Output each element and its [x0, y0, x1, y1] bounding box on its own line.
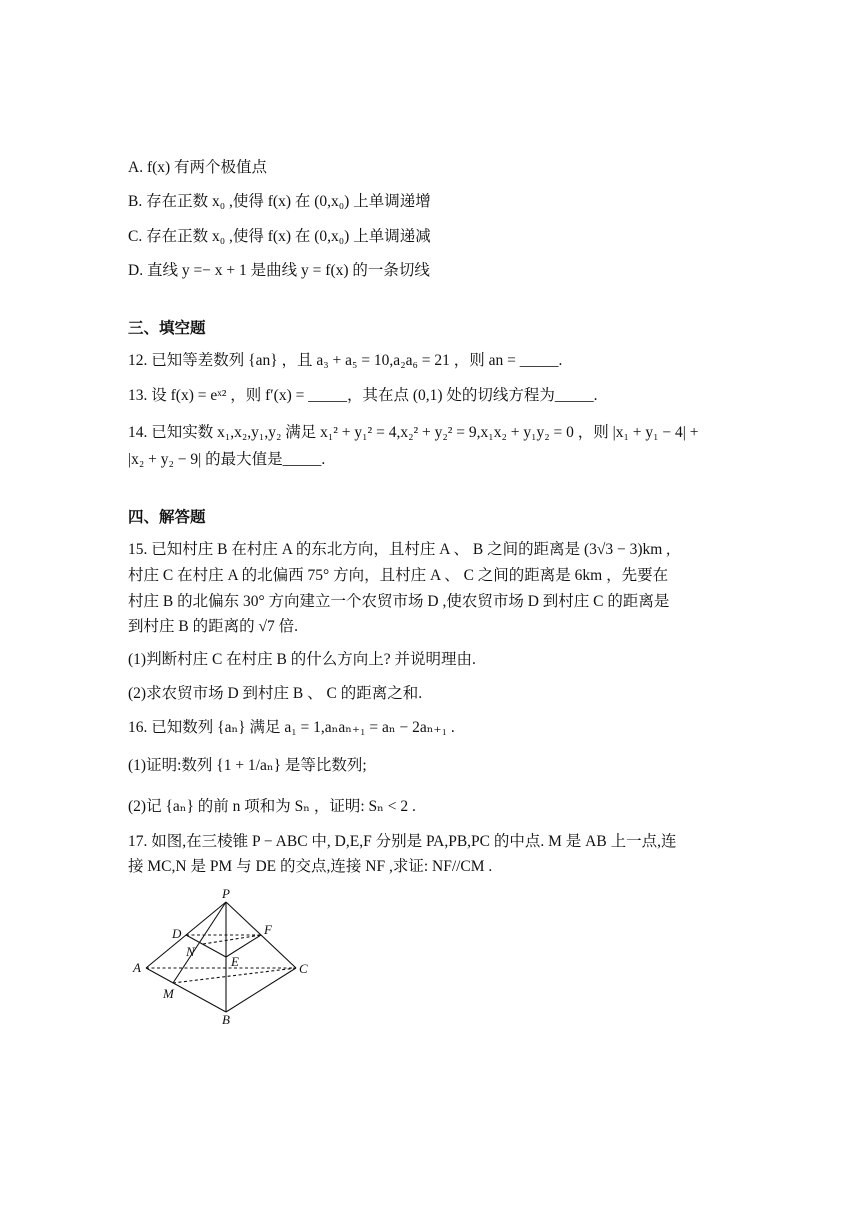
section-heading-fill-in: 三、填空题 [128, 319, 206, 337]
option-d: D. 直线 y =− x + 1 是曲线 y = f(x) 的一条切线 [128, 262, 430, 279]
question-15-part1: (1)判断村庄 C 在村庄 B 的什么方向上? 并说明理由. [128, 651, 476, 668]
question-16: 16. 已知数列 {aₙ} 满足 a₁ = 1,aₙaₙ₊₁ = aₙ − 2aₙ₊₁ . [128, 719, 455, 736]
option-a: A. f(x) 有两个极值点 [128, 159, 268, 176]
label-P: P [222, 888, 230, 901]
label-A: A [133, 960, 141, 975]
question-16-part1: (1)证明:数列 {1 + 1/aₙ} 是等比数列; [128, 757, 367, 774]
option-c: C. 存在正数 x₀ ,使得 f(x) 在 (0,x₀) 上单调递减 [128, 228, 431, 245]
label-N: N [186, 944, 195, 959]
edge-MC [173, 968, 296, 983]
edge-PM [173, 902, 226, 983]
label-C: C [299, 961, 308, 976]
edge-AB [146, 968, 226, 1012]
label-M: M [163, 986, 174, 1001]
section-heading-solutions: 四、解答题 [128, 508, 206, 526]
question-14-line2: |x₂ + y₂ − 9| 的最大值是_____. [128, 451, 326, 468]
pyramid-figure [128, 888, 318, 1028]
question-12: 12. 已知等差数列 {an} ，且 a₃ + a₅ = 10,a₂a₆ = 21 ，则 an = _____. [128, 352, 563, 369]
question-17-line2: 接 MC,N 是 PM 与 DE 的交点,连接 NF ,求证: NF//CM . [128, 858, 493, 875]
question-15-line1: 15. 已知村庄 B 在村庄 A 的东北方向，且村庄 A 、 B 之间的距离是 (3√3 − 3)km , [128, 541, 671, 558]
label-F: F [264, 922, 272, 937]
question-15-part2: (2)求农贸市场 D 到村庄 B 、 C 的距离之和. [128, 685, 423, 702]
label-E: E [231, 954, 239, 969]
label-D: D [172, 926, 182, 941]
question-15-line2: 村庄 C 在村庄 A 的北偏西 75° 方向，且村庄 A 、 C 之间的距离是 6km ，先要在 [128, 567, 669, 584]
question-15-line3: 村庄 B 的北偏东 30° 方向建立一个农贸市场 D ,使农贸市场 D 到村庄 C 的距离是 [128, 593, 670, 610]
label-B: B [222, 1012, 230, 1027]
question-14-line1: 14. 已知实数 x₁,x₂,y₁,y₂ 满足 x₁² + y₁² = 4,x₂² + y₂² = 9,x₁x₂ + y₁y₂ = 0 ，则 |x₁ + y₁ − 4| + [128, 424, 699, 441]
option-b: B. 存在正数 x₀ ,使得 f(x) 在 (0,x₀) 上单调递增 [128, 193, 431, 210]
question-16-part2: (2)记 {aₙ} 的前 n 项和为 Sₙ ，证明: Sₙ < 2 . [128, 798, 416, 815]
edge-NF [203, 935, 261, 944]
edge-BC [226, 968, 296, 1012]
question-15-line4: 到村庄 B 的距离的 √7 倍. [128, 618, 298, 635]
question-13: 13. 设 f(x) = eˣ² ，则 f′(x) = _____，其在点 (0,1) 处的切线方程为_____. [128, 387, 598, 404]
question-17-line1: 17. 如图,在三棱锥 P − ABC 中, D,E,F 分别是 PA,PB,PC 的中点. M 是 AB 上一点,连 [128, 833, 677, 850]
pyramid-diagram [128, 888, 318, 1028]
